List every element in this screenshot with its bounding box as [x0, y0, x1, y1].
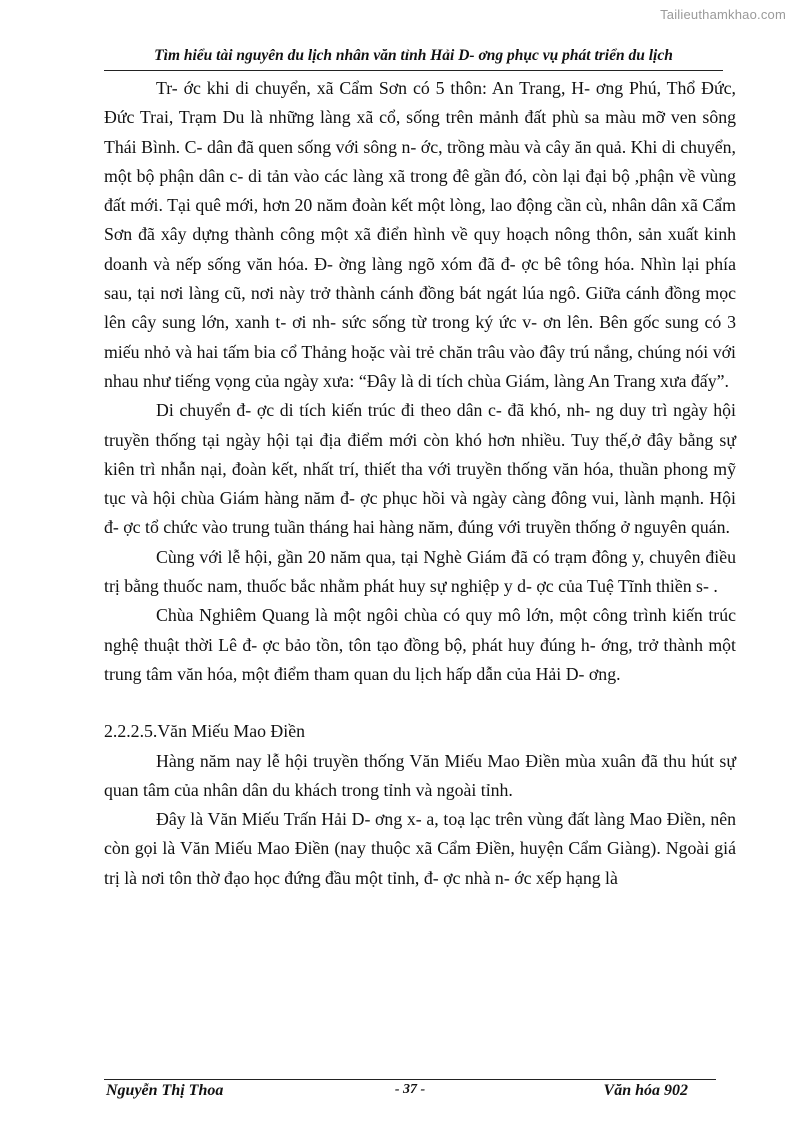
page-number: - 37 - — [394, 1082, 426, 1097]
page-footer — [104, 1082, 716, 1106]
footer-author: Nguyễn Thị Thoa — [106, 1082, 224, 1099]
body-paragraph: Cùng với lễ hội, gần 20 năm qua, tại Nghè Giám đã có trạm đông y, chuyên điều trị bằng thuốc nam, thuốc bắc nhằm phát huy sự nghiệp y d- ợc của Tuệ Tĩnh thiền s- . — [104, 546, 736, 597]
body-paragraph: Di chuyển đ- ợc di tích kiến trúc đi theo dân c- đã khó, nh- ng duy trì ngày hội truyền thống tại ngày hội tại địa điểm mới còn khó hơn nhiều. Tuy thế,ở đây bằng sự kiên trì nhẫn nại, đoàn kết, nhất trí, thiết tha với truyền thống văn hóa, thuần phong mỹ tục và hội chùa Giám hàng năm đ- ợc phục hồi và ngày càng đông vui, lành mạnh. Hội đ- ợc tổ chức vào trung tuần tháng hai hàng năm, đúng với truyền thống ở nguyên quán. — [104, 400, 736, 538]
section-paragraph: Đây là Văn Miếu Trấn Hải D- ơng x- a, toạ lạc trên vùng đất làng Mao Điền, nên còn gọi là Văn Miếu Mao Điền (nay thuộc xã Cẩm Điền, huyện Cẩm Giàng). Ngoài giá trị là nơi tôn thờ đạo học đứng đầu một tỉnh, đ- ợc nhà n- ớc xếp hạng là — [104, 809, 736, 888]
footer-course: Văn hóa 902 — [603, 1082, 688, 1099]
document-body — [104, 74, 736, 893]
footer-divider — [104, 1079, 716, 1080]
body-paragraph: Tr- ớc khi di chuyển, xã Cẩm Sơn có 5 thôn: An Trang, H- ơng Phú, Thổ Đức, Đức Trai, Trạm Du là những làng xã cổ, sống trên mảnh đất phù sa màu mỡ ven sông Thái Bình. C- dân đã quen sống với sông n- ớc, trồng màu và cây ăn quả. Khi di chuyển, một bộ phận dân c- di tản vào các làng xã trong đê gần đó, còn lại đại bộ ,phận về vùng đất mới. Tại quê mới, hơn 20 năm đoàn kết một lòng, lao động cần cù, nhân dân xã Cẩm Sơn đã xây dựng thành công một xã điển hình về quy hoạch nông thôn, sản xuất kinh doanh và nếp sống văn hóa. Đ- ờng làng ngõ xóm đã đ- ợc bê tông hóa. Nhìn lại phía sau, tại nơi làng cũ, nơi này trở thành cánh đồng bát ngát lúa ngô. Giữa cánh đồng mọc lên cây sung lớn, xanh t- ơi nh- sức sống từ trong ký ức v- ơn lên. Bên gốc sung có 3 miếu nhỏ và hai tấm bia cổ Thảng hoặc vài trẻ chăn trâu vào đây trú nắng, chúng nói với nhau như tiếng vọng của ngày xưa: “Đây là di tích chùa Giám, làng An Trang xưa đấy”. — [104, 78, 736, 391]
section-paragraph: Hàng năm nay lễ hội truyền thống Văn Miếu Mao Điền mùa xuân đã thu hút sự quan tâm của nhân dân du khách trong tỉnh và ngoài tỉnh. — [104, 750, 736, 800]
header-divider — [104, 70, 723, 71]
watermark-text: Tailieuthamkhao.com — [660, 7, 786, 22]
running-header: Tìm hiểu tài nguyên du lịch nhân văn tỉnh Hải D- ơng phục vụ phát triển du lịch — [154, 47, 673, 64]
body-paragraph: Chùa Nghiêm Quang là một ngôi chùa có quy mô lớn, một công trình kiến trúc nghệ thuật thời Lê đ- ợc bảo tồn, tôn tạo đồng bộ, phát huy đúng h- ớng, trở thành một trung tâm văn hóa, một điểm tham quan du lịch hấp dẫn của Hải D- ơng. — [104, 605, 736, 684]
section-heading: 2.2.2.5.Văn Miếu Mao Điền — [104, 721, 305, 742]
